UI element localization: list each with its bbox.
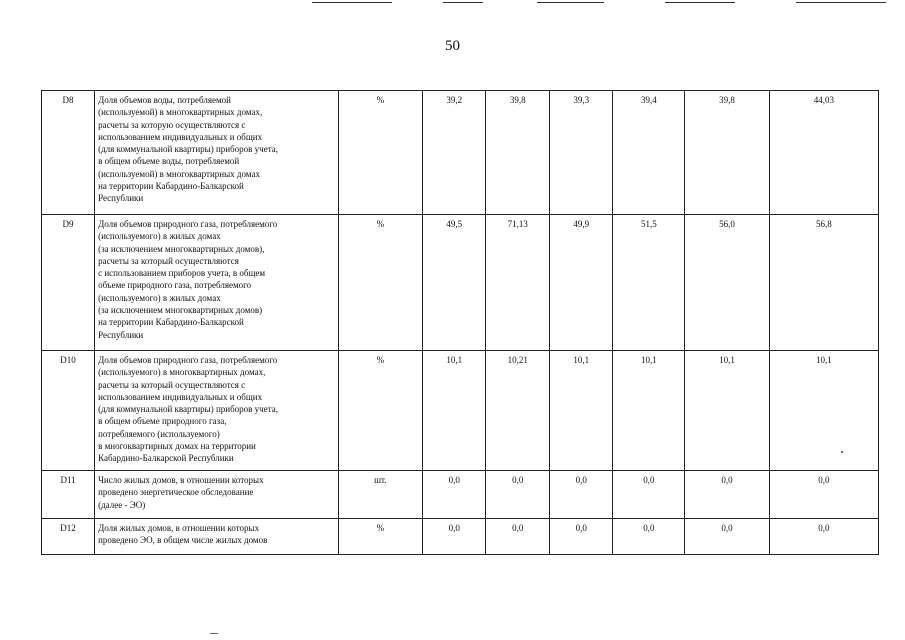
value-cell: 0,0 [685, 519, 769, 555]
top-rule-4 [665, 2, 735, 3]
value-cell: 10,1 [769, 351, 878, 471]
value-cell: 49,5 [422, 215, 486, 351]
table-row [42, 215, 879, 351]
value-cell: 10,1 [613, 351, 685, 471]
table-row [42, 519, 879, 555]
value-cell: 39,2 [422, 91, 486, 215]
row-name [95, 471, 339, 519]
value-cell: 0,0 [769, 471, 878, 519]
value-cell: 0,0 [613, 519, 685, 555]
value-cell: 0,0 [422, 519, 486, 555]
row-code: D11 [42, 471, 95, 519]
top-rule-2 [443, 2, 483, 3]
value-cell: 0,0 [613, 471, 685, 519]
value-cell: 51,5 [613, 215, 685, 351]
value-cell: 71,13 [486, 215, 550, 351]
value-cell: 10,1 [549, 351, 613, 471]
row-unit: % [338, 519, 422, 555]
value-cell: 56,8 [769, 215, 878, 351]
value-cell: 0,0 [685, 471, 769, 519]
value-cell: 0,0 [486, 519, 550, 555]
row-unit: % [338, 215, 422, 351]
value-cell: 0,0 [769, 519, 878, 555]
value-cell: 39,4 [613, 91, 685, 215]
scan-speck [841, 451, 843, 453]
value-cell: 10,1 [685, 351, 769, 471]
row-unit: % [338, 91, 422, 215]
row-unit: шт. [338, 471, 422, 519]
table-row [42, 351, 879, 471]
row-code: D9 [42, 215, 95, 351]
row-name [95, 351, 339, 471]
value-cell: 0,0 [549, 519, 613, 555]
table-row [42, 91, 879, 215]
top-rule-5 [796, 2, 886, 3]
row-code: D8 [42, 91, 95, 215]
row-name-text: Доля объемов природного газа, потребляемого (используемого) в многоквартирных домах, расчеты за который осуществляются с использованием индивидуальных и общих (для коммунальной квартиры) приборов учета, в общем объеме природного газа, потребляемого (используемого) в многоквартирных домах на территории Кабардино-Балкарской Республики [98, 355, 278, 464]
value-cell: 44,03 [769, 91, 878, 215]
value-cell: 0,0 [486, 471, 550, 519]
value-cell: 10,1 [422, 351, 486, 471]
row-code: D12 [42, 519, 95, 555]
value-cell: 0,0 [549, 471, 613, 519]
row-name-text: Доля жилых домов, в отношении которых проведено ЭО, в общем числе жилых домов [98, 523, 268, 546]
row-name [95, 215, 339, 351]
value-cell: 56,0 [685, 215, 769, 351]
row-unit: % [338, 351, 422, 471]
value-cell: 39,8 [486, 91, 550, 215]
value-cell: 39,8 [685, 91, 769, 215]
row-name-text: Доля объемов природного газа, потребляемого (используемого) в жилых домах (за исключением многоквартирных домов), расчеты за который осуществляются с использованием приборов учета, в общем объеме природного газа, потребляемого (используемого) в жилых домах (за исключением многоквартирных домов) на территории Кабардино-Балкарской Республики [98, 219, 278, 340]
top-rule-1 [312, 2, 392, 3]
row-name-text: Доля объемов воды, потребляемой (используемой) в многоквартирных домах, расчеты за которую осуществляются с использованием индивидуальных и общих (для коммунальной квартиры) приборов учета, в общем объеме воды, потребляемой (используемой) в многоквартирных домах на территории Кабардино-Балкарской Республики [98, 95, 278, 204]
row-name [95, 519, 339, 555]
row-name-text: Число жилых домов, в отношении которых проведено энергетическое обследование (далее - ЭО) [98, 475, 264, 510]
value-cell: 49,9 [549, 215, 613, 351]
top-rule-3 [537, 2, 604, 3]
row-name [95, 91, 339, 215]
value-cell: 0,0 [422, 471, 486, 519]
value-cell: 39,3 [549, 91, 613, 215]
row-code: D10 [42, 351, 95, 471]
page-number: 50 [445, 38, 460, 54]
value-cell: 10,21 [486, 351, 550, 471]
table-row [42, 471, 879, 519]
bottom-scan-mark [210, 633, 218, 634]
indicators-table [41, 90, 879, 555]
